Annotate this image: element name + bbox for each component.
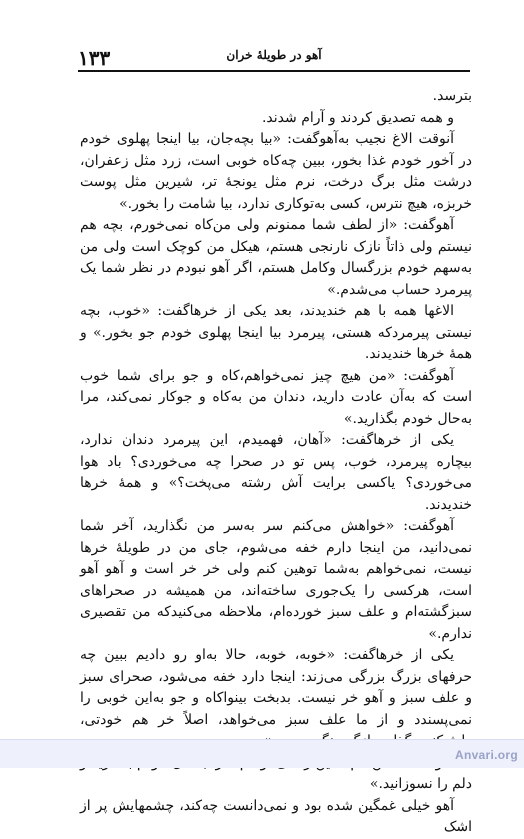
paragraph: آنوقت الاغ نجیب به‌آهوگفت: «بیا بچه‌جان، بیا اینجا پهلوی خودم در آخور خودم غذا بخور، ببین چه‌کاه خوبی است، زرد مثل زعفران، درشت مثل برگ درخت، نرم مثل یونجهٔ تر، شیرین مثل پوست خربزه، هیچ نترس، کسی به‌تو‌کاری ندارد، بیا شامت را بخور.» (80, 131, 472, 212)
paragraph: الاغها همه با هم خندیدند، بعد یکی از خرهاگفت: «خوب، بچه نیستی پیرمرد‌که هستی، پیرمرد بیا اینجا پهلوی خودم جو بخور.» و همهٔ خرها خندیدند. (80, 303, 472, 362)
paragraph: آهوگفت: «من هیچ چیز نمی‌خواهم،‌کاه و جو برای شما خوب است که به‌آن عادت دارید، دندان من به‌کاه و جو‌کار نمی‌کند، مرا به‌حال خودم بگذارید.» (80, 367, 472, 427)
running-title: آهو در طویلهٔ خران (226, 48, 322, 62)
site-watermark: Anvari.org (454, 748, 518, 762)
footer-bar (0, 739, 524, 768)
paragraph: و همه تصدیق کردند و آرام شدند. (261, 109, 454, 126)
body-text (80, 86, 472, 839)
paragraph: آهوگفت: «از لطف شما ممنونم ولی من‌کاه نمی‌خورم، بچه هم نیستم ولی ذاتاً نازک نارنجی هستم، هیکل من کوچک است ولی من به‌سهم خودم بزرگسال و‌کامل هستم، اگر آهو نبودم در نظر شما یک پیرمرد حساب می‌شدم.» (80, 217, 472, 298)
page-header (78, 48, 470, 72)
page-number: ۱۳۳ (78, 46, 111, 70)
paragraph: یکی از خرهاگفت: «خوبه، خوبه، حالا به‌او رو دادیم ببین چه حرفهای بزرگ بزرگی می‌زند: اینجا دارد خفه می‌شود، صحرای سبز و علف سبز و آهو خر نیست. بدبخت بینوا‌کاه و جو به‌این خوبی را نمی‌پسندد و از ما علف سبز می‌خواهد، اصلاً خر هم خودتی، (80, 647, 472, 728)
paragraph: یکی از خرهاگفت: «آهان، فهمیدم، این پیرمرد دندان ندارد، بیچاره پیرمرد، خوب، پس تو در صحرا چه می‌خوردی؟ باد هوا می‌خوردی؟ یا‌کسی برایت آش رشته می‌پخت؟» و همهٔ خرها خندیدند. (80, 432, 472, 513)
paragraph: دلم را نسوزانید.» (369, 776, 472, 792)
paragraph: بترسد. (432, 88, 472, 104)
paragraph: آهوگفت: «خواهش می‌کنم سر به‌سر من نگذارید، آخر شما نمی‌دانید، من اینجا دارم خفه می‌شوم، جای من در طویلهٔ خرها نیست، نمی‌خواهم به‌شما توهین کنم ولی خر خر است و آهو آهو است، هرکسی را یک‌جوری ساخته‌اند، من همیشه در صحراهای سبزگشته‌ام و علف سبز خورده‌ام، ملاحظه می‌کنید‌که من تقصیری ندارم.» (80, 518, 472, 642)
paragraph: آهو خیلی غمگین شده بود و نمی‌دانست چه‌کند، چشمهایش پر از اشک (80, 797, 472, 835)
